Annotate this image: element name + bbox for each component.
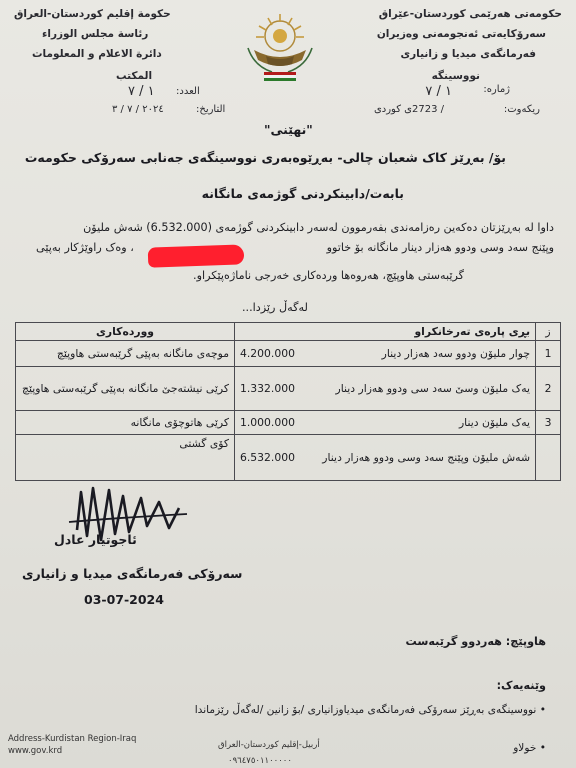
row-number xyxy=(536,435,561,481)
header-ar-line3: دائرة الاعلام و المعلومات xyxy=(32,48,162,60)
number-label: ژمارە: xyxy=(483,84,510,95)
row-details: موچەی مانگانە بەپێی گرێبەستی هاوپێچ xyxy=(16,341,235,367)
paragraph-line-3: گرێبەستی هاوپێچ، هەروەها وردەکاری خەرجی ناماژەپێکراو. xyxy=(193,269,464,282)
header-ar-line2: رئاسة مجلس الوزراء xyxy=(42,28,149,40)
date-value-ar: ٢٠٢٤ / ٧ / ٣ xyxy=(112,104,164,115)
number-value: ١ / ٧ xyxy=(425,84,452,99)
header-amount: بڕی پارەی تەرخانکراو xyxy=(235,323,536,341)
footer-website: www.gov.krd xyxy=(8,746,63,756)
table-row-total xyxy=(16,435,561,481)
row-number: 3 xyxy=(536,411,561,435)
number-label-ar: العدد: xyxy=(176,86,200,97)
signature-date: 03-07-2024 xyxy=(84,592,164,607)
row-amount-number: 6.532.000 xyxy=(240,451,295,464)
row-amount-number: 1.000.000 xyxy=(240,416,295,429)
row-amount-number: 1.332.000 xyxy=(240,382,295,395)
number-value-ar: ١ / ٧ xyxy=(128,84,155,99)
copy-to-label: وێنەیەک: xyxy=(496,679,546,692)
row-amount-words: چوار ملیۆن ودوو سەد هەزار دینار xyxy=(381,347,530,360)
subject-line: بابەت/دابینکردنی گوژمەی مانگانە xyxy=(201,186,404,201)
header-ar-line4: المكتب xyxy=(116,70,153,82)
date-label: ریکەوت: xyxy=(503,104,540,115)
paragraph-line-2a: وپێنج سەد وسی ودوو هەزار دینار مانگانە بۆ خاتوو xyxy=(326,241,554,254)
row-details: کرێی نیشتەجێ مانگانە بەپێی گرێبەستی هاوپێچ xyxy=(16,367,235,411)
footer-phone: ٠٩٦٤٧٥٠١١٠٠٠٠٠ xyxy=(228,756,292,766)
row-details: کۆی گشتی xyxy=(16,435,235,481)
row-number: 2 xyxy=(536,367,561,411)
allocation-table xyxy=(15,322,561,481)
copy-item-2: • خولاو xyxy=(513,742,546,754)
signatory-name: ئاجوتیار عادل xyxy=(54,532,137,547)
header-ku-line4: نووسینگە xyxy=(431,70,480,82)
copy-item-1: • نووسینگەی بەڕێز سەرۆکی فەرمانگەی میدیاوزانیاری /بۆ زانین /لەگەڵ رێزماندا xyxy=(194,704,546,716)
row-amount-number: 4.200.000 xyxy=(240,347,295,360)
row-number: 1 xyxy=(536,341,561,367)
header-number: ز xyxy=(536,323,561,341)
row-amount-words: شەش ملیۆن وپێنج سەد وسی ودوو هەزار دینار xyxy=(322,451,530,464)
header-ku-line1: حکومەتی هەرێمی کوردستان-عێراق xyxy=(378,8,562,20)
kurdistan-emblem-icon xyxy=(240,12,320,82)
table-row xyxy=(16,341,561,367)
date-label-ar: التاريخ: xyxy=(196,104,226,115)
attachments-label: هاوپێچ: هەردوو گرێبەست xyxy=(405,635,546,648)
row-amount xyxy=(235,411,536,435)
header-ar-line1: حكومة إقليم كوردستان-العراق xyxy=(14,8,171,20)
footer-address-en: Address-Kurdistan Region-Iraq xyxy=(8,734,137,744)
footer-address-ar: أربيل-إقليم كوردستان-العراق xyxy=(218,740,320,750)
paragraph-line-1: داوا لە بەڕێزتان دەکەین رەزامەندی بفەرموون لەسەر دابینکردنی گوژمەی (6.532.000) شەش ملیۆن xyxy=(83,221,554,234)
signatory-role: سەرۆکی فەرمانگەی میدیا و زانیاری xyxy=(22,566,243,581)
row-amount xyxy=(235,367,536,411)
with-respect-line: لەگەڵ رێزدا... xyxy=(242,301,308,314)
paragraph-line-2b: ، وەک راوێژکار بەپێی xyxy=(36,241,134,254)
copy-item-1-text: نووسینگەی بەڕێز سەرۆکی فەرمانگەی میدیاوزانیاری /بۆ زانین /لەگەڵ رێزماندا xyxy=(194,704,537,716)
row-amount-words: یەک ملیۆن وسێ سەد سی ودوو هەزار دینار xyxy=(335,382,530,395)
row-amount xyxy=(235,341,536,367)
date-value-kurdish: / 2723ی کوردی xyxy=(373,104,444,115)
header-ku-line2: سەرۆکایەتی ئەنجومەنی وەزیران xyxy=(376,28,546,40)
table-row xyxy=(16,411,561,435)
row-details: کرێی هاتوچۆی مانگانە xyxy=(16,411,235,435)
table-header-row xyxy=(16,323,561,341)
classification-secret: "نهێنی" xyxy=(264,122,313,137)
row-amount-words: یەک ملیۆن دینار xyxy=(458,416,530,429)
copy-item-2-text: خولاو xyxy=(513,742,537,754)
header-details: ووردەکاری xyxy=(16,323,235,341)
table-row xyxy=(16,367,561,411)
addressee-line: بۆ/ بەڕێز کاک شعبان چالی- بەڕێوەبەری نووسینگەی جەنابی سەرۆکی حکومەت xyxy=(24,150,506,165)
redaction-mark xyxy=(148,244,245,267)
row-amount xyxy=(235,435,536,481)
header-ku-line3: فەرمانگەی میدیا و زانیاری xyxy=(400,48,536,60)
